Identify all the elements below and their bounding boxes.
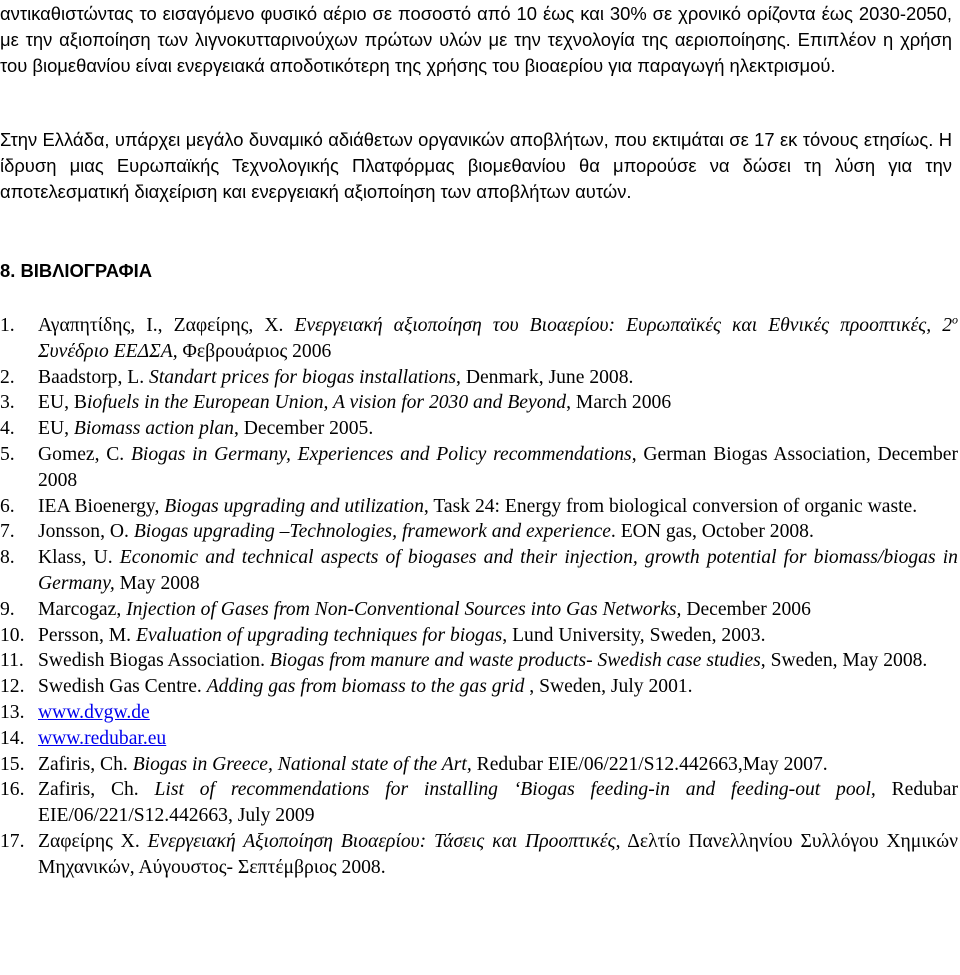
reference-title: Biogas in Greece, National state of the Art, xyxy=(132,753,472,775)
reference-authors: Gomez, C. xyxy=(38,443,131,465)
reference-item xyxy=(0,777,958,829)
reference-link-dvgw[interactable]: www.dvgw.de xyxy=(38,701,150,723)
reference-details: , December 2005. xyxy=(233,418,374,440)
reference-details: , Sweden, July 2001. xyxy=(524,676,693,698)
reference-title: Ενεργειακή Αξιοποίηση Βιοαερίου: Τάσεις και Προοπτικές xyxy=(147,830,616,852)
reference-number: 11. xyxy=(0,650,24,672)
reference-number: 6. xyxy=(0,495,15,517)
reference-title: Biomass action plan xyxy=(73,418,234,440)
body-paragraph-biomethane: αντικαθιστώντας το εισαγόμενο φυσικό αέριο σε ποσοστό από 10 έως και 30% σε χρονικό ορίζοντα έως 2030-2050, με την αξιοποίηση των λιγνοκυτταρινούχων πρώτων υλών με την τεχνολογία της αεριοποίησης. Επιπλέον η χρήση του βιομεθανίου είναι ενεργειακά αποδοτικότερη της χρήσης του βιοαερίου για παραγωγή ηλεκτρισμού. xyxy=(0,3,952,76)
reference-item xyxy=(0,494,958,520)
reference-title: Biogas in Germany, Experiences and Policy recommendations xyxy=(130,443,632,465)
reference-details: . EON gas, October 2008. xyxy=(610,521,814,543)
reference-link-redubar[interactable]: www.redubar.eu xyxy=(38,727,167,749)
reference-title: iofuels in the European Union, A vision for 2030 and Beyond xyxy=(86,392,567,414)
reference-details: , Task 24: Energy from biological conversion of organic waste. xyxy=(423,495,918,517)
reference-details: Redubar EIE/06/221/S12.442663,May 2007. xyxy=(471,753,828,775)
reference-details: , March 2006 xyxy=(566,392,672,414)
reference-title: Economic and technical aspects of biogases and their injection, growth potential for biomass/biogas in Germany, xyxy=(38,547,958,594)
reference-number: 7. xyxy=(0,521,15,543)
reference-number: 10. xyxy=(0,624,25,646)
reference-item xyxy=(0,390,958,416)
section-heading-bibliography: 8. ΒΙΒΛΙΟΓΡΑΦΙΑ xyxy=(0,260,153,281)
reference-details: December 2006 xyxy=(681,598,811,620)
reference-title: Ενεργειακή αξιοποίηση του Βιοαερίου: Ευρωπαϊκές και Εθνικές προοπτικές, 2 xyxy=(294,315,953,336)
reference-number: 4. xyxy=(0,418,15,440)
body-paragraph-greece: Στην Ελλάδα, υπάρχει μεγάλο δυναμικό αδιάθετων οργανικών αποβλήτων, που εκτιμάται σε 17 εκ τόνους ετησίως. Η ίδρυση μιας Ευρωπαϊκής Τεχνολογικής Πλατφόρμας βιομεθανίου θα μπορούσε να δώσει τη λύση για την αποτελεσματική διαχείριση και ενεργειακή αξιοποίηση των αποβλήτων αυτών. xyxy=(0,129,952,202)
reference-authors: Zafiris, Ch. xyxy=(38,779,155,801)
reference-item xyxy=(0,313,958,365)
reference-number: 16. xyxy=(0,779,25,801)
reference-authors: EU, B xyxy=(38,392,87,414)
reference-item xyxy=(0,416,958,442)
reference-item xyxy=(0,674,958,700)
reference-authors: Jonsson, O. xyxy=(38,521,134,543)
reference-details: , German Biogas Association, December 2008 xyxy=(38,443,958,491)
reference-item xyxy=(0,442,958,494)
reference-title: Adding gas from biomass to the gas grid xyxy=(206,676,525,698)
reference-number: 17. xyxy=(0,830,25,852)
reference-item xyxy=(0,829,958,881)
reference-authors: Αγαπητίδης, Ι., Ζαφείρης, Χ. xyxy=(38,315,295,336)
reference-details: Redubar EIE/06/221/S12.442663, July 2009 xyxy=(38,779,958,827)
reference-authors: IEA Bioenergy, xyxy=(38,495,165,517)
reference-list xyxy=(0,313,958,881)
reference-details: Φεβρουάριος 2006 xyxy=(177,340,332,362)
reference-number: 15. xyxy=(0,753,25,775)
reference-authors: Zafiris, Ch. xyxy=(38,753,133,775)
reference-title: Biogas upgrading and utilization xyxy=(164,495,424,517)
reference-authors: Baadstorp, L. xyxy=(38,366,150,388)
reference-number: 2. xyxy=(0,366,15,388)
reference-number: 5. xyxy=(0,443,15,465)
reference-number: 9. xyxy=(0,598,15,620)
reference-authors: EU, xyxy=(38,418,74,440)
reference-title: Evaluation of upgrading techniques for biogas xyxy=(135,624,503,646)
reference-item xyxy=(0,365,958,391)
reference-number: 1. xyxy=(0,315,15,336)
reference-number: 14. xyxy=(0,727,25,749)
reference-title: Injection of Gases from Non-Conventional Sources into Gas Networks, xyxy=(126,598,682,620)
reference-title: List of recommendations for installing ‘Biogas feeding-in and feeding-out pool, xyxy=(154,779,876,801)
reference-details: May 2008 xyxy=(114,572,200,594)
reference-number: 8. xyxy=(0,547,15,569)
reference-authors: Marcogaz, xyxy=(38,598,127,620)
reference-authors: Persson, M. xyxy=(38,624,136,646)
reference-item xyxy=(0,597,958,623)
reference-item xyxy=(0,752,958,778)
reference-title-cont: Συνέδριο ΕΕΔΣΑ, xyxy=(38,340,178,362)
reference-authors: Swedish Gas Centre. xyxy=(38,676,207,698)
reference-details: , Denmark, June 2008. xyxy=(456,366,634,388)
reference-superscript: ο xyxy=(952,312,959,327)
reference-number: 13. xyxy=(0,701,25,723)
reference-item xyxy=(0,648,958,674)
reference-item xyxy=(0,519,958,545)
reference-authors: Ζαφείρης Χ. xyxy=(38,830,148,852)
reference-title: Biogas from manure and waste products- Swedish case studies xyxy=(269,650,761,672)
reference-authors: Swedish Biogas Association. xyxy=(38,650,270,672)
reference-item xyxy=(0,726,958,752)
reference-item xyxy=(0,623,958,649)
reference-details: , Lund University, Sweden, 2003. xyxy=(502,624,766,646)
reference-number: 12. xyxy=(0,676,25,698)
reference-item xyxy=(0,700,958,726)
reference-authors: Klass, U. xyxy=(38,547,120,569)
reference-number: 3. xyxy=(0,392,15,414)
reference-item xyxy=(0,545,958,597)
reference-title: Biogas upgrading –Technologies, framework and experience xyxy=(133,521,611,543)
reference-title: Standart prices for biogas installations xyxy=(149,366,457,388)
reference-details: , Δελτίο Πανελληνίου Συλλόγου Χημικών Μηχανικών, Αύγουστος- Σεπτέμβριος 2008. xyxy=(38,830,959,878)
reference-details: , Sweden, May 2008. xyxy=(760,650,928,672)
